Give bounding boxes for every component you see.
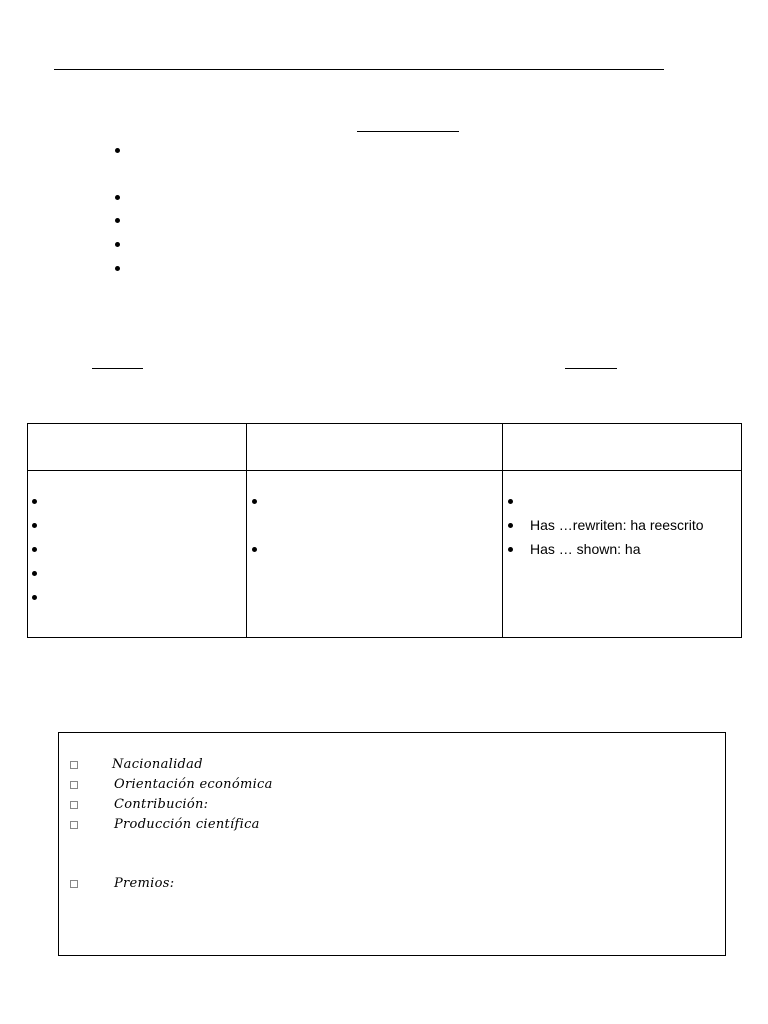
checkbox-icon[interactable] [70,880,78,888]
header-rule [54,69,664,70]
list-bullet [115,195,120,200]
table-column-separator [502,423,503,638]
checkbox-icon[interactable] [70,761,78,769]
cell-bullet [508,499,513,504]
right-underline [565,368,617,369]
cell-bullet [508,523,513,528]
checklist-label: Contribución: [114,797,209,812]
table-header-separator [27,470,742,471]
list-bullet [115,148,120,153]
checklist-label: Orientación económica [114,777,273,792]
checklist-label: Premios: [114,876,175,891]
cell-bullet [252,499,257,504]
list-bullet [115,266,120,271]
checklist-label: Producción científica [114,817,260,832]
cell-text: Has …rewriten: ha reescrito [530,517,704,533]
checkbox-icon[interactable] [70,821,78,829]
cell-bullet [32,523,37,528]
cell-bullet [508,547,513,552]
list-bullet [115,218,120,223]
checklist-label: Nacionalidad [112,757,203,772]
checkbox-icon[interactable] [70,801,78,809]
cell-bullet [32,499,37,504]
cell-bullet [32,547,37,552]
cell-bullet [252,547,257,552]
cell-text: Has … shown: ha [530,541,641,557]
cell-bullet [32,571,37,576]
table-column-separator [246,423,247,638]
cell-bullet [32,595,37,600]
left-underline [92,368,143,369]
list-bullet [115,242,120,247]
title-underline [357,131,459,132]
checkbox-icon[interactable] [70,781,78,789]
